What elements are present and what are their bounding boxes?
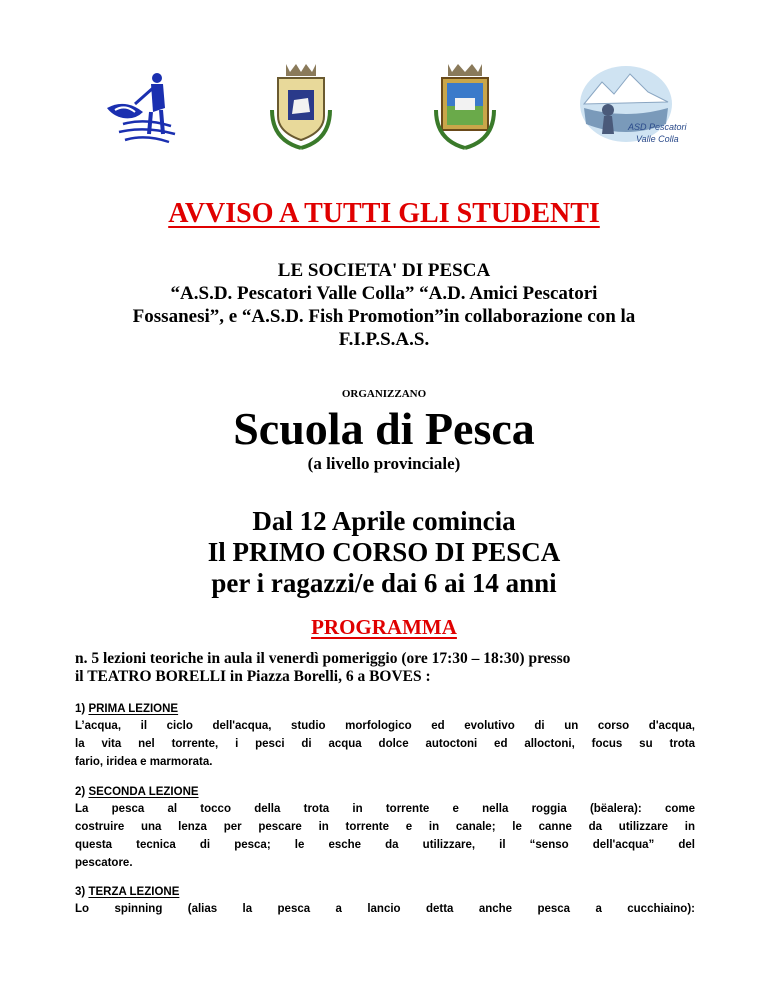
course-line: Dal 12 Aprile comincia	[252, 506, 516, 536]
lesson-2	[75, 784, 695, 872]
organizers-block	[0, 259, 768, 351]
lesson-title: TERZA LEZIONE	[88, 886, 180, 898]
lesson-line: questa tecnica di pesca; le esche da utilizzare, il “senso dell'acqua” del	[75, 839, 695, 851]
course-line: per i ragazzi/e dai 6 ai 14 anni	[211, 568, 557, 598]
lesson-line: La pesca al tocco della trota in torrente e nella roggia (bëalera): come	[75, 803, 695, 815]
lesson-heading	[75, 701, 695, 717]
event-name: Scuola di Pesca	[233, 403, 535, 454]
notice-title: AVVISO A TUTTI GLI STUDENTI	[168, 198, 600, 229]
lesson-title: PRIMA LEZIONE	[88, 703, 179, 715]
lesson-number: 1)	[75, 703, 86, 715]
fossano-coat-of-arms	[430, 60, 500, 152]
organizers-line: F.I.P.S.A.S.	[338, 329, 430, 350]
course-line: Il PRIMO CORSO DI PESCA	[207, 537, 561, 567]
organizers-line: “A.S.D. Pescatori Valle Colla” “A.D. Amici Pescatori	[170, 283, 598, 304]
lesson-line: costruire una lenza per pescare in torrente e in canale; le canne da utilizzare in	[75, 821, 695, 833]
lesson-heading	[75, 784, 695, 800]
event-level: (a livello provinciale)	[307, 454, 461, 473]
program-intro	[75, 650, 695, 686]
program-heading: PROGRAMMA	[311, 615, 457, 639]
lesson-line: fario, iridea e marmorata.	[75, 756, 213, 768]
intro-line: il TEATRO BORELLI in Piazza Borelli, 6 a BOVES :	[75, 668, 431, 685]
logo-text: ASD Pescatori	[628, 122, 687, 132]
boves-coat-of-arms	[268, 60, 334, 152]
lesson-line: Lo spinning (alias la pesca a lancio detta anche pesca a cucchiaino):	[75, 903, 695, 915]
organizers-line: LE SOCIETA' DI PESCA	[277, 260, 491, 281]
lesson-line: L’acqua, il ciclo dell'acqua, studio morfologico ed evolutivo di un corso d'acqua,	[75, 720, 695, 732]
lesson-1	[75, 701, 695, 771]
fisherman-logo	[105, 68, 185, 148]
asd-pescatori-valle-colla-logo	[578, 64, 687, 148]
lesson-line: la vita nel torrente, i pesci di acqua dolce autoctoni ed alloctoni, focus su trota	[75, 738, 695, 750]
lesson-heading	[75, 884, 695, 900]
organizzano-label: ORGANIZZANO	[341, 388, 427, 400]
lesson-number: 3)	[75, 886, 86, 898]
course-block	[0, 506, 768, 599]
lesson-number: 2)	[75, 786, 86, 798]
svg-text:Valle Colla: Valle Colla	[636, 134, 679, 144]
intro-line: n. 5 lezioni teoriche in aula il venerdì pomeriggio (ore 17:30 – 18:30) presso	[75, 650, 571, 667]
lesson-3	[75, 884, 695, 918]
logos-row	[0, 60, 768, 160]
organizers-line: Fossanesi”, e “A.S.D. Fish Promotion”in collaborazione con la	[132, 306, 636, 327]
lesson-title: SECONDA LEZIONE	[88, 786, 199, 798]
lesson-line: pescatore.	[75, 857, 133, 869]
